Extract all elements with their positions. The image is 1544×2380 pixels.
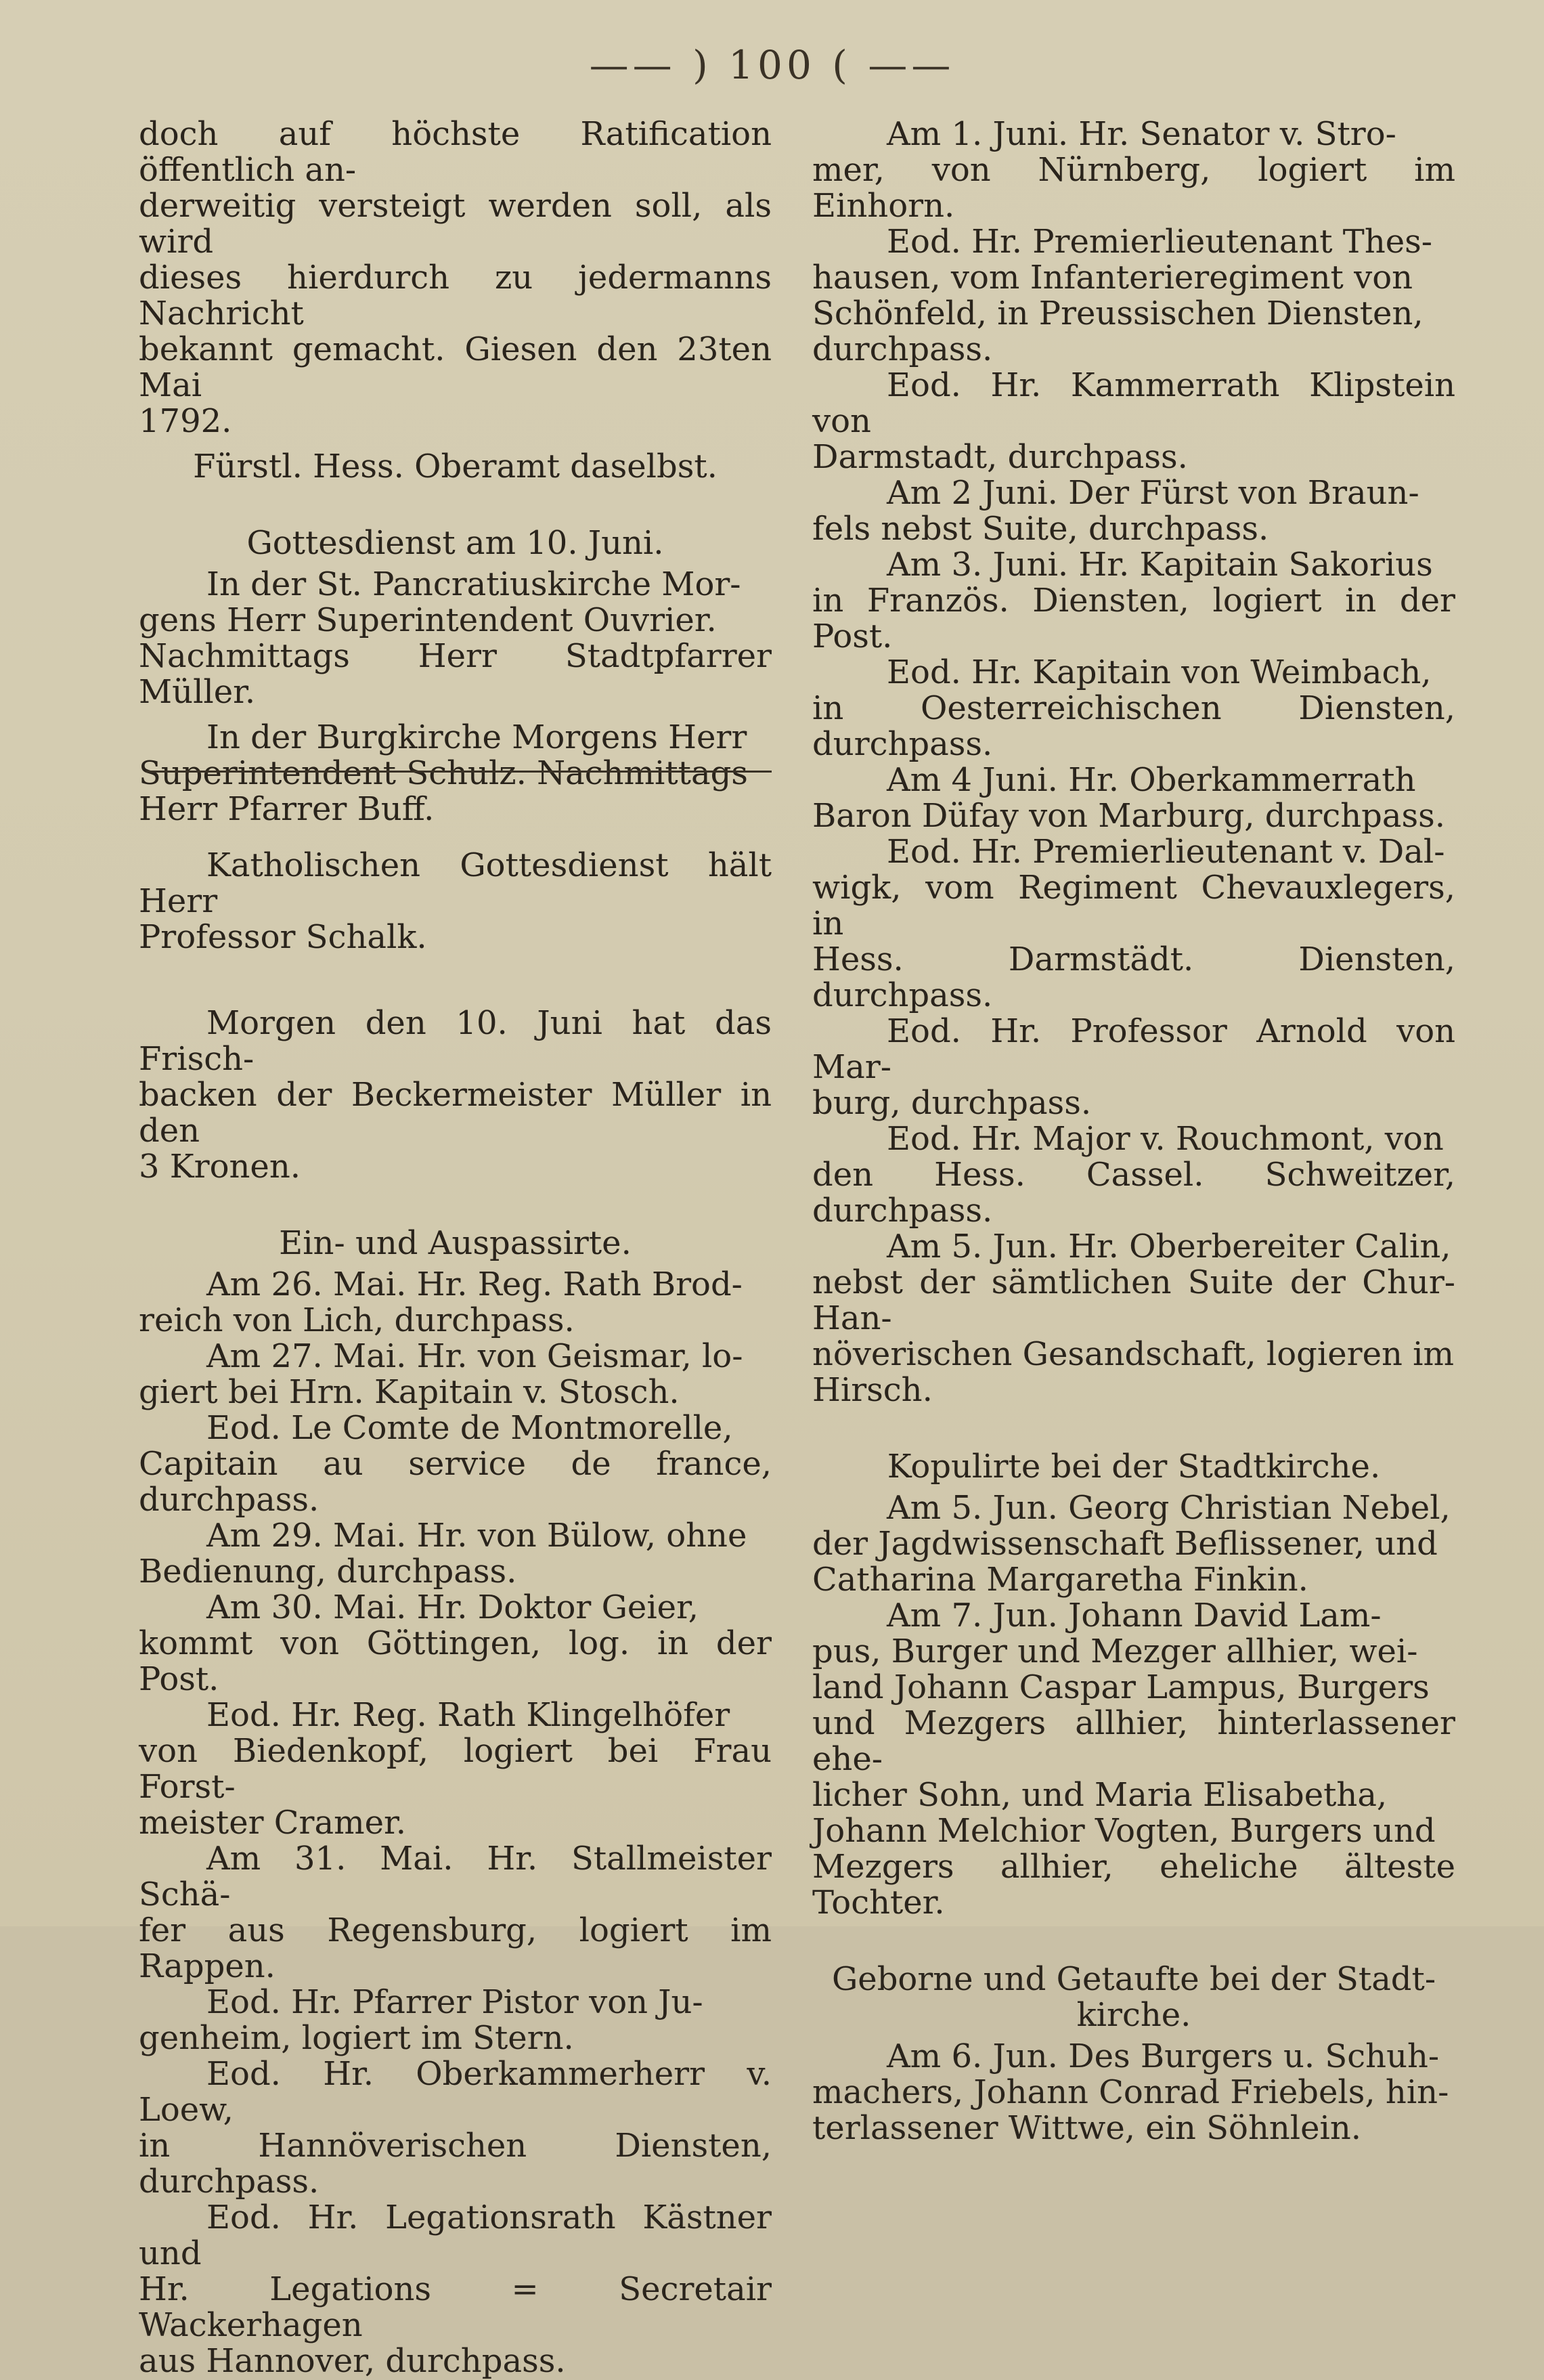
text-line: Am 27. Mai. Hr. von Geismar, lo-: [206, 1337, 743, 1375]
text-line: Eod. Hr. Major v. Rouchmont, von: [887, 1120, 1444, 1158]
text-line: Am 1. Juni. Hr. Senator v. Stro-: [887, 115, 1396, 153]
text-line: land Johann Caspar Lampus, Burgers: [812, 1668, 1430, 1706]
text-line: gens Herr Superintendent Ouvrier.: [139, 601, 717, 639]
text-line: Nachmittags Herr Stadtpfarrer Müller.: [139, 637, 772, 711]
text-line: meister Cramer.: [139, 1804, 406, 1842]
text-line: machers, Johann Conrad Friebels, hin-: [812, 2073, 1449, 2111]
text-line: Johann Melchior Vogten, Burgers und: [812, 1812, 1436, 1850]
right-column: [812, 116, 1455, 2146]
text-line: in Hannöverischen Diensten, durchpass.: [139, 2127, 772, 2201]
text-line: Am 7. Jun. Johann David Lam-: [887, 1597, 1382, 1635]
text-line: derweitig versteigt werden soll, als wird: [139, 187, 772, 261]
text-line: der Jagdwissenschaft Beflissener, und: [812, 1525, 1438, 1563]
service-catholic: [139, 848, 772, 955]
married-entry: [812, 1598, 1455, 1921]
text-line: dieses hierdurch zu jedermanns Nachricht: [139, 259, 772, 332]
travel-entry: [812, 368, 1455, 475]
text-line: kirche.: [1076, 1996, 1191, 2034]
travel-entry: [812, 224, 1455, 368]
text-line: doch auf höchste Ratification öffentlich an-: [139, 115, 772, 189]
text-line: Hess. Darmstädt. Diensten, durchpass.: [812, 940, 1455, 1014]
notice-paragraph: [139, 116, 772, 439]
travel-entry: [812, 655, 1455, 762]
married-heading: Kopulirte bei der Stadtkirche.: [887, 1448, 1381, 1486]
travel-entry: [139, 1518, 772, 1590]
travel-entry: [812, 762, 1455, 834]
text-line: Superintendent Schulz. Nachmittags: [139, 754, 748, 792]
text-line: In der St. Pancratiuskirche Mor-: [206, 565, 741, 603]
text-line: fels nebst Suite, durchpass.: [812, 510, 1269, 548]
text-line: Bedienung, durchpass.: [139, 1553, 517, 1591]
travel-entry: [139, 1590, 772, 1697]
text-line: Eod. Le Comte de Montmorelle,: [206, 1409, 733, 1447]
text-line: in Oesterreichischen Diensten, durchpass.: [812, 689, 1455, 763]
text-line: Katholischen Gottesdienst hält Herr: [139, 846, 772, 920]
text-line: növerischen Gesandschaft, logieren im: [812, 1335, 1455, 1373]
text-line: terlassener Wittwe, ein Söhnlein.: [812, 2109, 1362, 2147]
text-line: fer aus Regensburg, logiert im Rappen.: [139, 1911, 772, 1985]
text-line: In der Burgkirche Morgens Herr: [206, 718, 747, 756]
text-line: den Hess. Cassel. Schweitzer, durchpass.: [812, 1156, 1455, 1230]
text-line: Am 29. Mai. Hr. von Bülow, ohne: [206, 1517, 747, 1555]
text-line: bekannt gemacht. Giesen den 23ten Mai: [139, 330, 772, 404]
text-line: Eod. Hr. Professor Arnold von Mar-: [812, 1012, 1455, 1086]
travel-entry: [139, 1267, 772, 1339]
text-line: Baron Düfay von Marburg, durchpass.: [812, 797, 1446, 835]
text-line: Am 5. Jun. Hr. Oberbereiter Calin,: [887, 1228, 1451, 1265]
text-line: Am 30. Mai. Hr. Doktor Geier,: [206, 1588, 699, 1626]
travel-entry: [812, 475, 1455, 547]
text-line: 1792.: [139, 402, 232, 440]
married-entry: [812, 1490, 1455, 1598]
text-line: Catharina Margaretha Finkin.: [812, 1561, 1308, 1599]
text-line: Herr Pfarrer Buff.: [139, 790, 435, 828]
text-line: Am 5. Jun. Georg Christian Nebel,: [887, 1489, 1451, 1527]
text-line: Eod. Hr. Premierlieutenant v. Dal-: [887, 833, 1445, 871]
travel-entry: [812, 834, 1455, 1014]
travel-entry: [139, 1410, 772, 1518]
text-line: Hr. Legations = Secretair Wackerhagen: [139, 2270, 772, 2344]
text-line: mer, von Nürnberg, logiert im Einhorn.: [812, 151, 1455, 225]
text-line: Eod. Hr. Oberkammerherr v. Loew,: [139, 2055, 772, 2129]
text-line: 3 Kronen.: [139, 1148, 301, 1186]
text-line: und Mezgers allhier, hinterlassener ehe-: [812, 1704, 1455, 1778]
text-line: hausen, vom Infanterieregiment von: [812, 259, 1413, 297]
travel-entry: [139, 1339, 772, 1410]
service-heading: Gottesdienst am 10. Juni.: [246, 524, 664, 562]
text-line: durchpass.: [812, 330, 993, 368]
service-burgkirche: [139, 720, 772, 827]
text-line: Am 4 Juni. Hr. Oberkammerrath: [887, 761, 1416, 799]
travel-entry: [812, 1121, 1455, 1229]
born-heading: [812, 1962, 1455, 2033]
text-line: Am 31. Mai. Hr. Stallmeister Schä-: [139, 1840, 772, 1913]
text-line: Am 2 Juni. Der Fürst von Braun-: [887, 474, 1419, 512]
section-divider: [146, 771, 772, 773]
text-line: von Biedenkopf, logiert bei Frau Forst-: [139, 1732, 772, 1806]
born-list: [812, 2039, 1455, 2146]
text-line: aus Hannover, durchpass.: [139, 2342, 566, 2380]
left-column: [139, 116, 772, 2379]
text-line: Eod. Hr. Premierlieutenant Thes-: [887, 223, 1432, 261]
text-line: Mezgers allhier, eheliche älteste Tochter.: [812, 1848, 1455, 1922]
text-line: Am 26. Mai. Hr. Reg. Rath Brod-: [206, 1265, 743, 1303]
travel-entry: [139, 1985, 772, 2056]
text-line: Am 3. Juni. Hr. Kapitain Sakorius: [887, 546, 1433, 584]
text-line: Eod. Hr. Reg. Rath Klingelhöfer: [206, 1696, 730, 1734]
text-line: Eod. Hr. Pfarrer Pistor von Ju-: [206, 1983, 703, 2021]
text-line: genheim, logiert im Stern.: [139, 2019, 574, 2057]
text-line: Morgen den 10. Juni hat das Frisch-: [139, 1004, 772, 1078]
text-line: nebst der sämtlichen Suite der Chur-Han-: [812, 1263, 1455, 1337]
travel-heading: Ein- und Auspassirte.: [279, 1224, 632, 1262]
text-line: Eod. Hr. Kammerrath Klipstein von: [812, 366, 1455, 440]
travel-entry: [812, 547, 1455, 655]
page-number: —— ) 100 ( ——: [589, 42, 955, 88]
text-line: Hirsch.: [812, 1371, 933, 1409]
text-line: backen der Beckermeister Müller in den: [139, 1076, 772, 1150]
text-line: Geborne und Getaufte bei der Stadt-: [831, 1960, 1436, 1998]
text-line: Am 6. Jun. Des Burgers u. Schuh-: [887, 2037, 1440, 2075]
travel-entry: [139, 2056, 772, 2200]
text-line: Darmstadt, durchpass.: [812, 438, 1188, 476]
travel-entry: [812, 1229, 1455, 1408]
married-list: [812, 1490, 1455, 1921]
travel-entry: [139, 1841, 772, 1985]
text-line: pus, Burger und Mezger allhier, wei-: [812, 1632, 1418, 1670]
born-entry: [812, 2039, 1455, 2146]
travel-entry: [812, 1014, 1455, 1121]
text-line: Eod. Hr. Kapitain von Weimbach,: [887, 653, 1432, 691]
travel-list-left: [139, 1267, 772, 2379]
text-line: Eod. Hr. Legationsrath Kästner und: [139, 2199, 772, 2272]
travel-entry: [139, 2200, 772, 2379]
text-line: Professor Schalk.: [139, 918, 427, 956]
travel-entry: [812, 116, 1455, 224]
travel-entry: [139, 1697, 772, 1841]
text-line: giert bei Hrn. Kapitain v. Stosch.: [139, 1373, 680, 1411]
text-line: kommt von Göttingen, log. in der Post.: [139, 1624, 772, 1698]
text-line: Capitain au service de france, durchpass.: [139, 1445, 772, 1519]
text-line: licher Sohn, und Maria Elisabetha,: [812, 1776, 1388, 1814]
service-pancratius: [139, 567, 772, 710]
travel-list-right: [812, 116, 1455, 1408]
text-line: in Französ. Diensten, logiert in der Post.: [812, 582, 1455, 655]
text-line: reich von Lich, durchpass.: [139, 1301, 575, 1339]
notice-signature: Fürstl. Hess. Oberamt daselbst.: [193, 448, 718, 485]
baker-notice: [139, 1005, 772, 1185]
text-line: Schönfeld, in Preussischen Diensten,: [812, 295, 1424, 332]
text-line: burg, durchpass.: [812, 1084, 1092, 1122]
text-line: wigk, vom Regiment Chevauxlegers, in: [812, 869, 1455, 943]
